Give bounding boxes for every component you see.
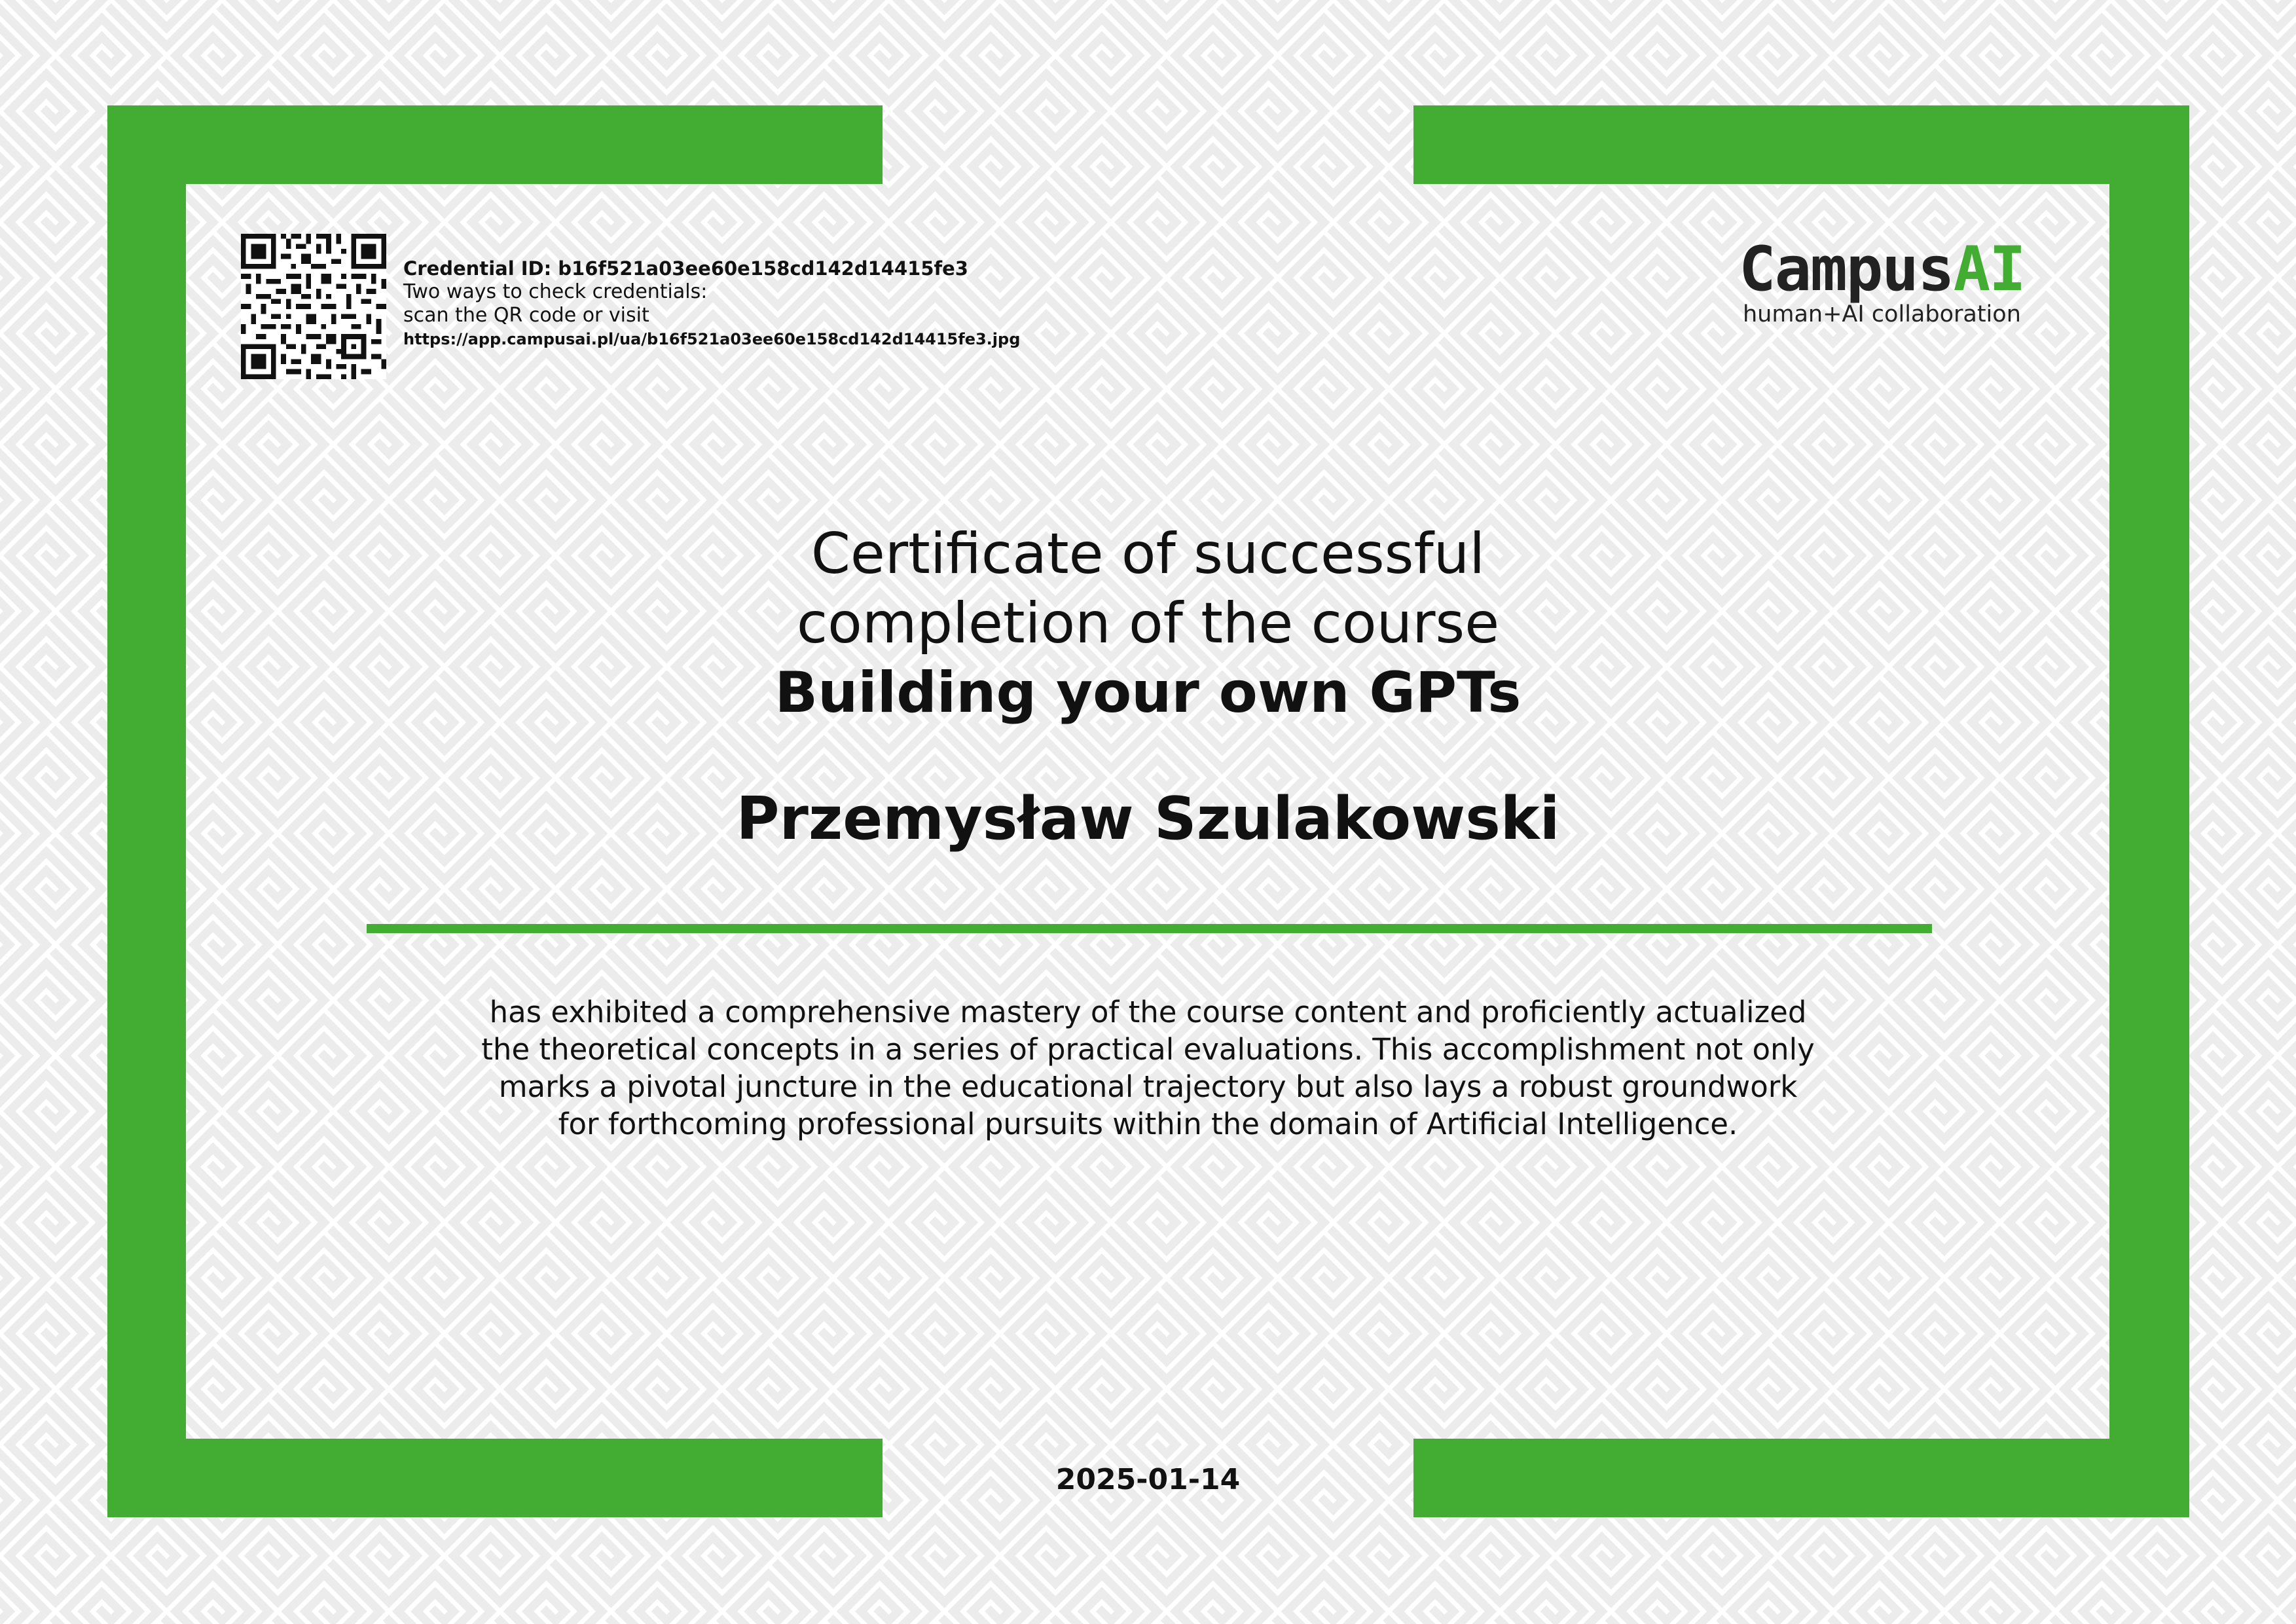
frame-corner-top-left-horizontal [107,105,883,184]
description-line: for forthcoming professional pursuits within the domain of Artificial Intelligence. [558,1107,1738,1141]
certificate-heading [0,519,2296,728]
heading-line-2: completion of the course [796,591,1500,656]
description-line: has exhibited a comprehensive mastery of the course content and proficiently actualized [489,995,1807,1029]
issue-date: 2025-01-14 [1055,1463,1241,1496]
campusai-logo [1739,234,2047,331]
qr-code-icon [241,234,386,379]
divider [367,924,1932,933]
verification-instructions-line-1: Two ways to check credentials: [403,280,708,303]
course-title: Building your own GPTs [774,660,1522,726]
verification-url: https://app.campusai.pl/ua/b16f521a03ee60e158cd142d14415fe3.jpg [403,330,1021,348]
logo-wordmark-accent: AI [1953,234,2025,305]
description-line: the theoretical concepts in a series of practical evaluations. This accomplishment not only [481,1032,1815,1067]
description-line: marks a pivotal juncture in the educational trajectory but also lays a robust groundwork [498,1069,1798,1104]
recipient-name: Przemysław Szulakowski [736,784,1560,853]
credential-id: Credential ID: b16f521a03ee60e158cd142d14415fe3 [403,257,968,280]
verification-instructions-line-2: scan the QR code or visit [403,304,649,327]
logo-tagline: human+AI collaboration [1743,301,2021,327]
heading-line-1: Certificate of successful [811,521,1485,587]
logo-wordmark [1739,234,2025,305]
certificate-description [0,993,2296,1143]
credential-info [403,257,1189,351]
frame-corner-top-right-horizontal [1413,105,2189,184]
logo-wordmark-main: Campus [1739,234,1954,305]
